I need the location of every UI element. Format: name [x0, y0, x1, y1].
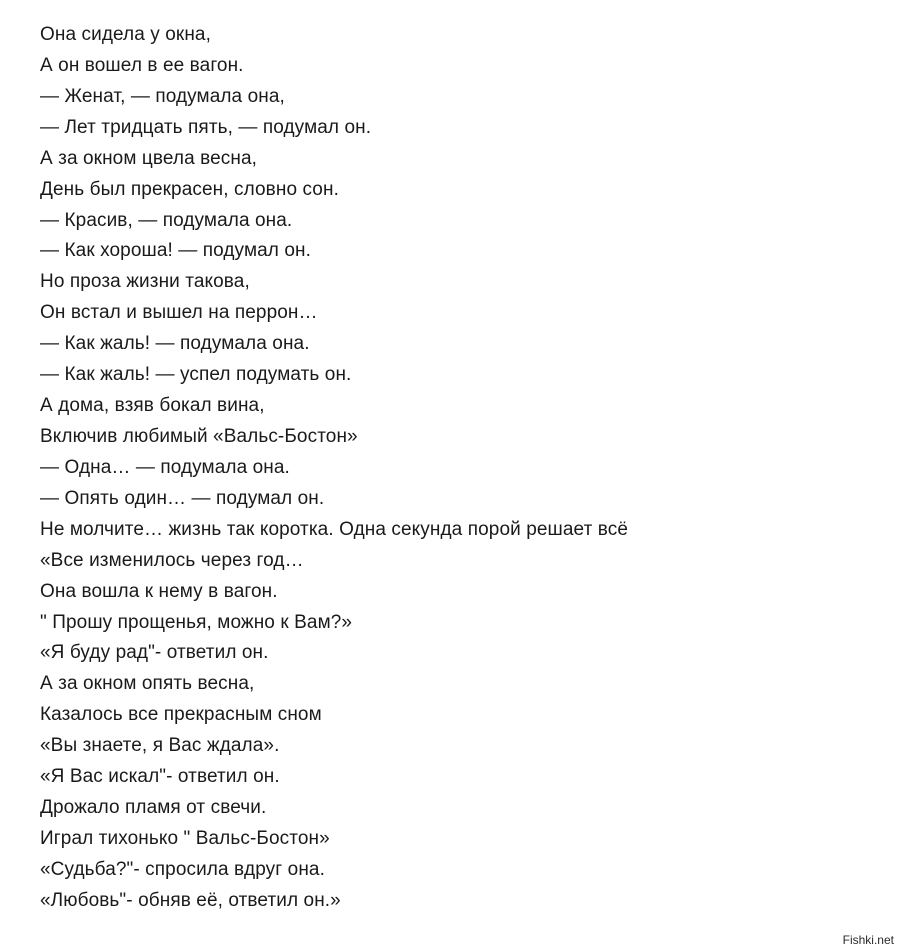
poem-line: — Лет тридцать пять, — подумал он. — [40, 116, 372, 138]
watermark: Fishki.net — [842, 933, 894, 947]
poem-text — [40, 20, 628, 917]
poem-line: — Опять один… — подумал он. — [40, 487, 325, 509]
poem-line: — Красив, — подумала она. — [40, 209, 293, 231]
poem-line: Не молчите… жизнь так коротка. Одна секунда порой решает всё — [40, 518, 629, 540]
poem-line: А он вошел в ее вагон. — [40, 54, 244, 76]
poem-line: «Я буду рад"- ответил он. — [40, 642, 269, 664]
poem-line: Она вошла к нему в вагон. — [40, 580, 278, 602]
poem-line: — Как хороша! — подумал он. — [40, 240, 311, 262]
poem-line: А дома, взяв бокал вина, — [40, 395, 265, 417]
poem-line: Включив любимый «Вальс-Бостон» — [40, 425, 358, 447]
poem-line: Казалось все прекрасным сном — [40, 704, 322, 726]
poem-line: «Любовь"- обняв её, ответил он.» — [40, 889, 341, 911]
poem-line: Дрожало пламя от свечи. — [40, 797, 267, 819]
poem-line: «Вы знаете, я Вас ждала». — [40, 735, 280, 757]
poem-line: «Судьба?"- спросила вдруг она. — [40, 858, 325, 880]
poem-line: — Как жаль! — успел подумать он. — [40, 364, 352, 386]
poem-line: Но проза жизни такова, — [40, 271, 250, 293]
poem-line: Она сидела у окна, — [40, 24, 211, 45]
poem-line: Играл тихонько " Вальс-Бостон» — [40, 827, 330, 849]
poem-line: — Как жаль! — подумала она. — [40, 333, 310, 355]
poem-line: «Все изменилось через год… — [40, 549, 304, 571]
poem-line: День был прекрасен, словно сон. — [40, 178, 339, 200]
poem-line: — Одна… — подумала она. — [40, 456, 290, 478]
poem-line: «Я Вас искал"- ответил он. — [40, 766, 280, 788]
poem-line: А за окном опять весна, — [40, 673, 255, 695]
poem-line: Он встал и вышел на перрон… — [40, 302, 318, 324]
poem-line: " Прошу прощенья, можно к Вам?» — [40, 611, 353, 633]
poem-line: — Женат, — подумала она, — [40, 85, 285, 107]
poem-line: А за окном цвела весна, — [40, 147, 258, 169]
